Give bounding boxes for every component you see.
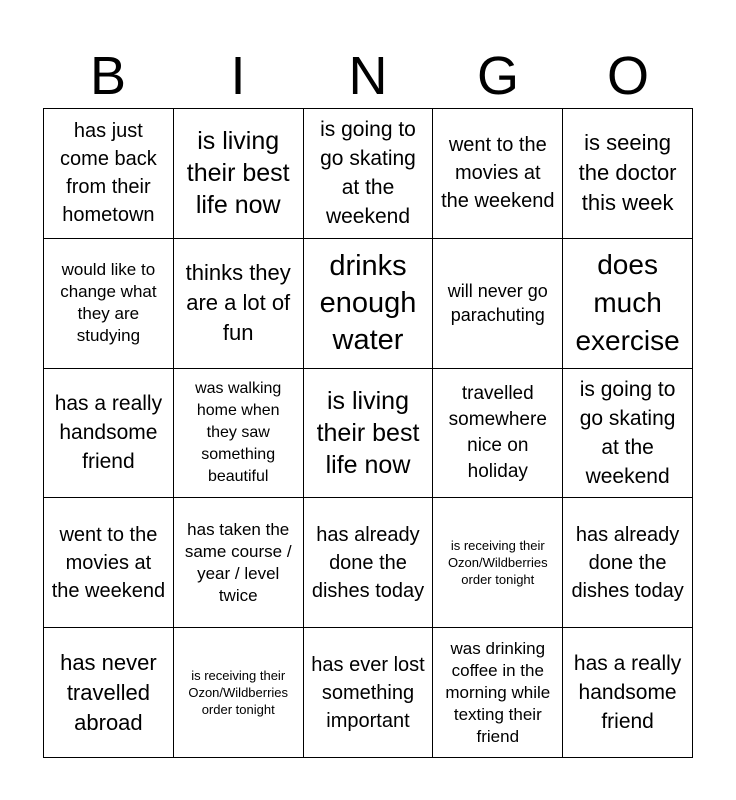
bingo-cell[interactable] (304, 628, 434, 758)
header-letter-o: O (606, 46, 649, 106)
bingo-cell[interactable] (174, 628, 304, 758)
cell-text: went to the movies at the weekend (51, 523, 166, 602)
header-letter-b: B (89, 46, 127, 106)
bingo-cell[interactable] (433, 628, 563, 758)
cell-text: has never travelled abroad (60, 649, 157, 735)
cell-text: has taken the same course / year / level twice (184, 519, 292, 605)
bingo-cell[interactable] (174, 369, 304, 499)
bingo-header (43, 44, 693, 108)
cell-text: has ever lost something important (311, 653, 425, 732)
cell-text: is living their best life now (316, 386, 420, 479)
cell-text: is receiving their Ozon/Wildberries order tonight (447, 538, 548, 588)
bingo-cell[interactable] (44, 239, 174, 369)
bingo-cell[interactable] (304, 239, 434, 369)
cell-text: is receiving their Ozon/Wildberries order tonight (188, 668, 289, 718)
cell-text: went to the movies at the weekend (441, 134, 555, 213)
bingo-cell[interactable] (563, 498, 693, 628)
bingo-cell[interactable] (563, 109, 693, 239)
cell-text: thinks they are a lot of fun (185, 260, 291, 346)
cell-text: drinks enough water (319, 249, 417, 356)
bingo-cell[interactable] (433, 369, 563, 499)
bingo-cell[interactable] (174, 109, 304, 239)
bingo-cell[interactable] (174, 498, 304, 628)
bingo-cell[interactable] (433, 498, 563, 628)
bingo-cell[interactable] (44, 498, 174, 628)
bingo-cell[interactable] (174, 239, 304, 369)
bingo-cell[interactable] (563, 628, 693, 758)
bingo-cell[interactable] (304, 369, 434, 499)
header-letter-g: G (476, 46, 519, 106)
bingo-cell[interactable] (304, 109, 434, 239)
header-letter-i: I (230, 46, 246, 106)
bingo-board (43, 108, 693, 758)
cell-text: has already done the dishes today (311, 523, 425, 602)
bingo-cell[interactable] (563, 239, 693, 369)
bingo-cell[interactable] (563, 369, 693, 499)
bingo-cell[interactable] (304, 498, 434, 628)
cell-text: was walking home when they saw something beautiful (195, 379, 282, 485)
bingo-cell[interactable] (44, 628, 174, 758)
bingo-cell[interactable] (44, 109, 174, 239)
cell-text: does much exercise (575, 249, 680, 357)
cell-text: was drinking coffee in the morning while texting their friend (445, 638, 551, 746)
cell-text: is going to go skating at the weekend (579, 377, 676, 488)
cell-text: is living their best life now (186, 127, 290, 220)
cell-text: will never go parachuting (447, 281, 548, 326)
cell-text: has a really handsome friend (573, 652, 682, 734)
cell-text: has already done the dishes today (571, 523, 684, 602)
bingo-cell[interactable] (44, 369, 174, 499)
cell-text: would like to change what they are studying (60, 260, 157, 346)
cell-text: is going to go skating at the weekend (320, 118, 416, 229)
bingo-cell[interactable] (433, 239, 563, 369)
header-letter-n: N (348, 46, 388, 106)
cell-text: has just come back from their hometown (60, 120, 157, 227)
bingo-cell[interactable] (433, 109, 563, 239)
cell-text: is seeing the doctor this week (578, 130, 677, 216)
cell-text: travelled somewhere nice on holiday (448, 382, 547, 482)
cell-text: has a really handsome friend (54, 392, 163, 474)
